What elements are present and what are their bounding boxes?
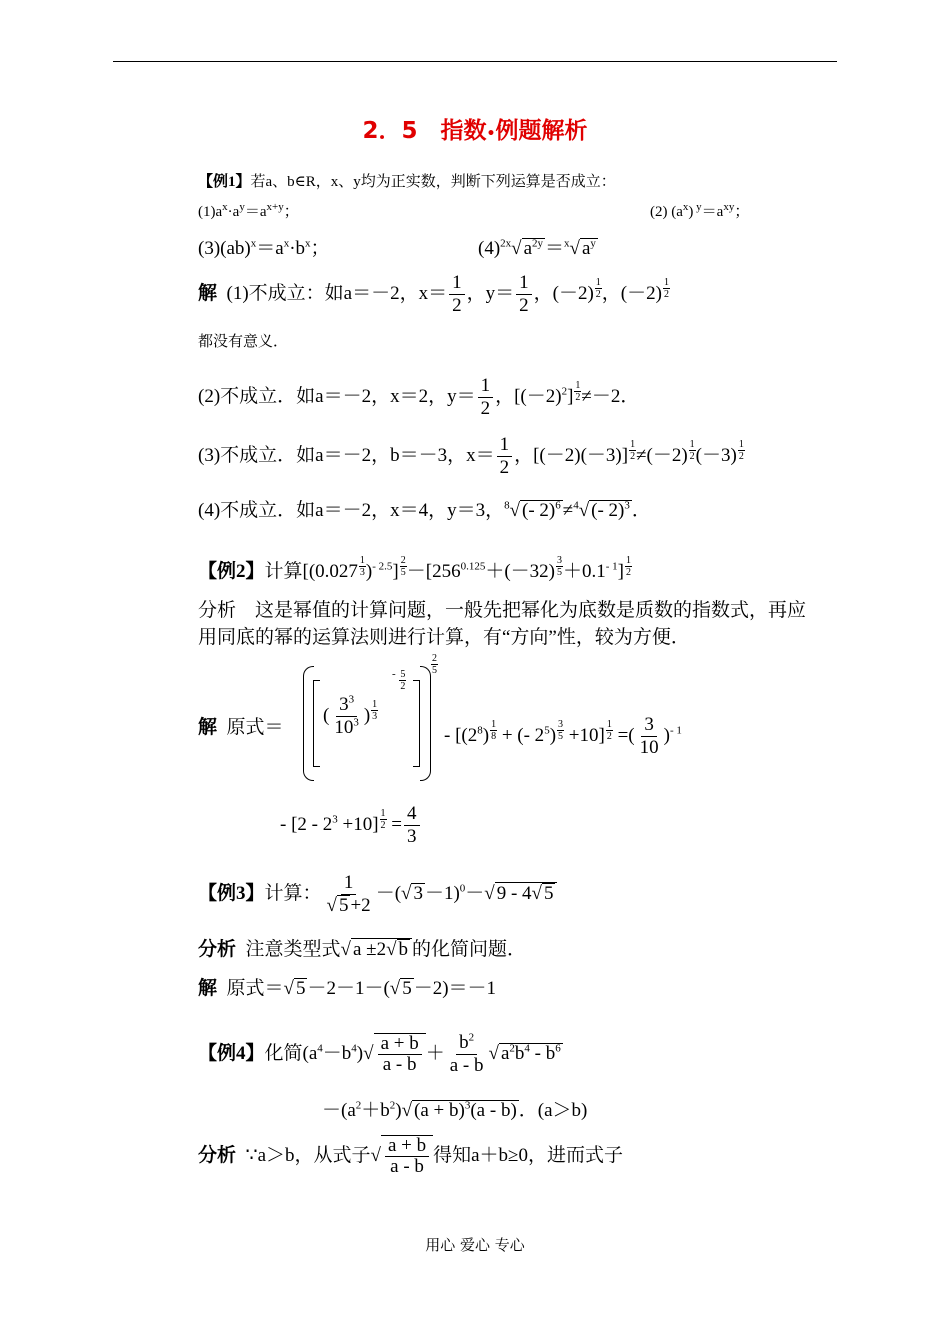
ex1-item3: $(3)(ab)^x=a^x\cdot b^x$； [198,237,330,259]
ex2-stem: 【例2】计算[(0.027 $\frac{1}{3}$ )$^{- 2.5}$] $\frac{2}{5}$ $-[256^{0.125}+(-32)$ $\frac{3}{5}$ $+0.1^{- 1}$] $\frac{1}{2}$ [198,555,631,582]
ex4-stem2: $-(a^2+b^2)√$ $(a + b)^3(a - b)$ ．(a＞b) [322,1099,588,1121]
ex3-stem: 【例3】计算： $\frac{1}{√ 5 +2}$ －(√ 3 －1)$^0$－√ 9 - 4√ 5 [198,872,557,917]
bracket-right [413,680,420,767]
ex2-sol-part2: - [$(2^8)$ $\frac{1}{8}$ + (- $2^5$) $\frac{3}{5}$ +10] $\frac{1}{2}$ =( $\frac{3}{10}$ )$^{- 1}$ [444,714,682,758]
ex2-sol-label: 解 原式＝ [198,717,284,738]
ex1-sol3: (3)不成立．如a＝－2，b＝－3，x＝ $\frac{1}{2}$ ，[(－2)(－3)] $\frac{1}{2}$ ≠(－2) $\frac{1}{2}$ (－3) $\frac{1}{2}$ [198,434,744,478]
bracket-left [313,680,320,767]
ex1-sol4: (4)不成立．如a＝－2，x＝4，y＝3，$^8$√ (- 2)$^6$ ≠$^4$√ (- 2)$^3$ ． [198,499,651,521]
ex1-item1: $(1)a^x\cdot a^y=a^{x+y}$； [198,201,299,220]
page-title: 2．5 指数•例题解析 [362,118,588,144]
ex3-sol: 解 原式＝√ 5 －2－1－(√ 5 －2)＝－1 [198,978,497,999]
ex2-inner: ( $\frac{3^3}{10^3}$ ) $\frac{1}{3}$ [323,693,378,738]
ex3-analysis: 分析 注意类型式√ a ±2√ b 的化简问题． [198,939,527,960]
ex1-item2: (2) $(a^x)$ $^y=a^{xy}$； [650,201,750,220]
ex2-analysis1: 分析 这是幂值的计算问题，一般先把幂化为底数是质数的指数式，再应 [198,600,807,621]
ex2-exp-neg: - $\frac{5}{2}$ [392,668,406,692]
ex1-item4: $(4)^{2x}√$ $a^{2y} =^x√$ $a^y$ [478,237,596,259]
ex2-sol-line2: - $[2 - 2^3 +10]$ $\frac{1}{2}$ = $\frac{4}{3}$ [280,803,422,848]
ex4-analysis: 分析 ∵a＞b，从式子√ $\frac{a + b}{a - b}$ 得知a＋b≥0，进而式子 [198,1135,623,1177]
header-rule [113,61,837,62]
ex2-exp-outer: $\frac{2}{5}$ [432,653,437,676]
page-footer: 用心 爱心 专心 [425,1236,525,1254]
ex2-analysis2: 用同底的幂的运算法则进行计算，有“方向”性，较为方便． [198,627,690,648]
outer-brace-right [420,666,431,781]
ex1-sol2: (2)不成立．如a＝－2，x＝2，y＝ $\frac{1}{2}$ ，$[(-2)^2]$ $\frac{1}{2}$ ≠－2． [198,375,640,419]
ex1-sol1: 解 (1)不成立：如a＝－2，x＝ $\frac{1}{2}$ ，y＝ $\frac{1}{2}$ ，(－2) $\frac{1}{2}$ ，(－2) $\frac{1}{2}$ [198,272,669,316]
ex1-sol1b: 都没有意义． [198,334,289,350]
ex1-stem: 【例1】若a、b∈R，x、y均为正实数，判断下列运算是否成立： [198,174,616,190]
ex4-stem: 【例4】化简$(a^4-b^4)√$ $\frac{a + b}{a - b}$ ＋ $\frac{b^2}{a - b}$ √ $a^2b^4 - b^6$ [198,1031,561,1076]
